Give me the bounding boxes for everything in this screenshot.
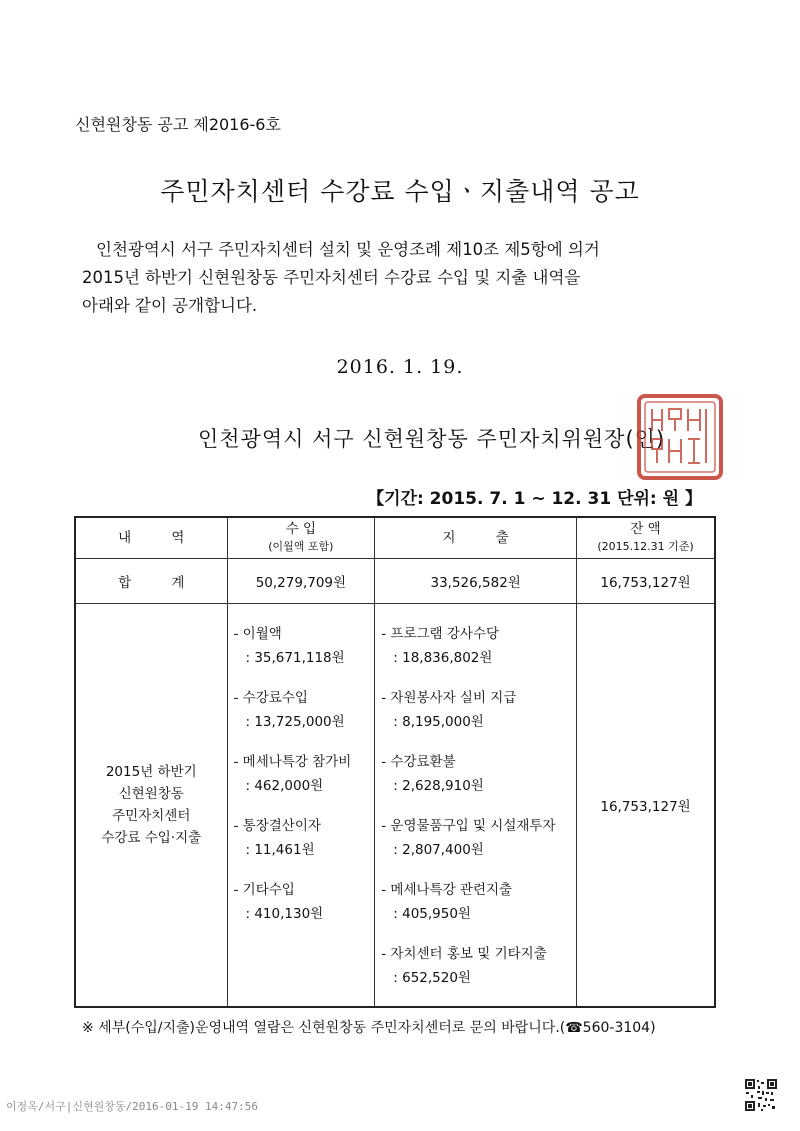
income-item: - 수강료수입 : 13,725,000원	[233, 690, 345, 730]
expense-item: - 자치센터 홍보 및 기타지출 : 652,520원	[381, 946, 547, 986]
income-item: - 기타수입 : 410,130원	[233, 882, 324, 922]
total-balance: 16,753,127원	[577, 559, 715, 604]
header-item: 내 역	[75, 517, 227, 559]
income-items	[227, 604, 375, 1008]
total-expense: 33,526,582원	[375, 559, 577, 604]
notice-date: 2016. 1. 19.	[336, 356, 464, 378]
total-income: 50,279,709원	[227, 559, 375, 604]
detail-label: 2015년 하반기 신현원창동 주민자치센터 수강료 수입·지출	[75, 604, 227, 1008]
header-balance: 잔 액 (2015.12.31 기준)	[577, 517, 715, 559]
expense-item: - 자원봉사자 실비 지급 : 8,195,000원	[381, 690, 517, 730]
qr-code-icon	[744, 1078, 778, 1112]
income-item: - 통장결산이자 : 11,461원	[233, 818, 321, 858]
expense-item: - 메세나특강 관련지출 : 405,950원	[381, 882, 513, 922]
income-expense-table	[74, 516, 716, 1008]
print-footer: 이정옥/서구|신현원창동/2016-01-19 14:47:56	[6, 1100, 258, 1113]
body-line-1: 인천광역시 서구 주민자치센터 설치 및 운영조례 제10조 제5항에 의거	[96, 240, 600, 259]
page-title: 주민자치센터 수강료 수입ㆍ지출내역 공고	[160, 177, 640, 206]
total-row	[75, 559, 715, 604]
official-seal-stamp	[636, 393, 724, 481]
issuer-name: 인천광역시 서구 신현원창동 주민자치위원장(인)	[198, 427, 666, 451]
header-income: 수 입 (이월액 포함)	[227, 517, 375, 559]
expense-items	[375, 604, 577, 1008]
table-header-row	[75, 517, 715, 559]
total-label: 합 계	[75, 559, 227, 604]
expense-item: - 프로그램 강사수당 : 18,836,802원	[381, 626, 500, 666]
body-line-2: 2015년 하반기 신현원창동 주민자치센터 수강료 수입 및 지출 내역을	[82, 268, 581, 287]
notice-number: 신현원창동 공고 제2016-6호	[75, 115, 281, 134]
income-item: - 메세나특강 참가비 : 462,000원	[233, 754, 352, 794]
expense-item: - 수강료환불 : 2,628,910원	[381, 754, 484, 794]
detail-row	[75, 604, 715, 1008]
detail-balance: 16,753,127원	[577, 604, 715, 1008]
inquiry-note: ※ 세부(수입/지출)운영내역 열람은 신현원창동 주민자치센터로 문의 바랍니다.(☎560-3104)	[82, 1020, 656, 1036]
header-expense: 지 출	[375, 517, 577, 559]
income-item: - 이월액 : 35,671,118원	[233, 626, 345, 666]
period-and-unit: 【기간: 2015. 7. 1 ~ 12. 31 단위: 원 】	[367, 489, 702, 509]
body-line-3: 아래와 같이 공개합니다.	[82, 296, 258, 315]
notice-body	[82, 236, 722, 320]
expense-item: - 운영물품구입 및 시설재투자 : 2,807,400원	[381, 818, 556, 858]
